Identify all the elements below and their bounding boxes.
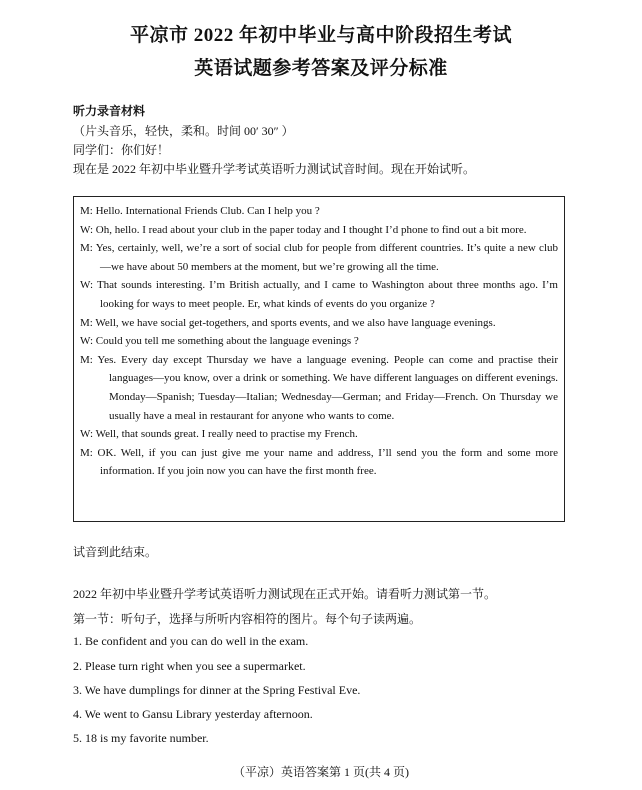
dialogue-line: M: Hello. International Friends Club. Can I help you ? [80, 205, 320, 217]
document-title: 平凉市 2022 年初中毕业与高中阶段招生考试 [129, 25, 512, 46]
dialogue-line: M: Well, we have social get-togethers, and sports events, and we also have language evenings. [80, 316, 496, 329]
section1-instruction: 第一节：听句子，选择与所听内容相符的图片。每个句子读两遍。 [73, 612, 422, 626]
dialogue-line: W: That sounds interesting. I’m British actually, and I came to Washington about three months ago. I’m looking for ways to meet people. Er, what kinds of events do you organize ? [80, 279, 558, 310]
dialogue-box [73, 196, 565, 522]
dialogue-line: M: Yes. Every day except Thursday we have a language evening. People can come and practise their languages—you know, over a drink or something. We have different languages on different evenings. Monday—Spanish; Tuesday—Italian; Wednesday—German; and Friday—French. On Thursday we usually have a meal in restaurant for anyone who wants to come. [80, 353, 558, 422]
music-note: （片头音乐，轻快，柔和。时间 00′ 30″ ） [73, 124, 294, 138]
trial-end-text: 试音到此结束。 [73, 545, 158, 559]
sentence-item: 1. Be confident and you can do well in the exam. [73, 634, 309, 648]
sentence-item: 5. 18 is my favorite number. [73, 731, 209, 745]
greeting: 同学们：你们好！ [73, 143, 170, 157]
dialogue-line: W: Well, that sounds great. I really need to practise my French. [80, 428, 358, 441]
sentence-item: 4. We went to Gansu Library yesterday afternoon. [73, 707, 313, 721]
section-heading: 听力录音材料 [73, 104, 146, 118]
dialogue-line: M: OK. Well, if you can just give me your name and address, I’ll send you the form and some more information. If you join now you can have the first month free. [80, 446, 558, 478]
page-footer: （平凉）英语答案第 1 页(共 4 页) [233, 765, 409, 779]
dialogue-line: W: Could you tell me something about the language evenings ? [80, 335, 359, 348]
formal-start-text: 2022 年初中毕业暨升学考试英语听力测试现在正式开始。请看听力测试第一节。 [73, 587, 497, 601]
sentence-item: 3. We have dumplings for dinner at the Spring Festival Eve. [73, 683, 361, 697]
document-subtitle: 英语试题参考答案及评分标准 [194, 58, 448, 79]
sentence-item: 2. Please turn right when you see a supermarket. [73, 659, 306, 673]
dialogue-line: W: Oh, hello. I read about your club in the paper today and I thought I’d phone to find out a bit more. [80, 223, 527, 236]
trial-start-text: 现在是 2022 年初中毕业暨升学考试英语听力测试试音时间。现在开始试听。 [73, 162, 476, 176]
dialogue-line: M: Yes, certainly, well, we’re a sort of social club for people from different countries. It’s quite a new club—we have about 50 members at the moment, but we’re growing all the time. [80, 242, 558, 273]
